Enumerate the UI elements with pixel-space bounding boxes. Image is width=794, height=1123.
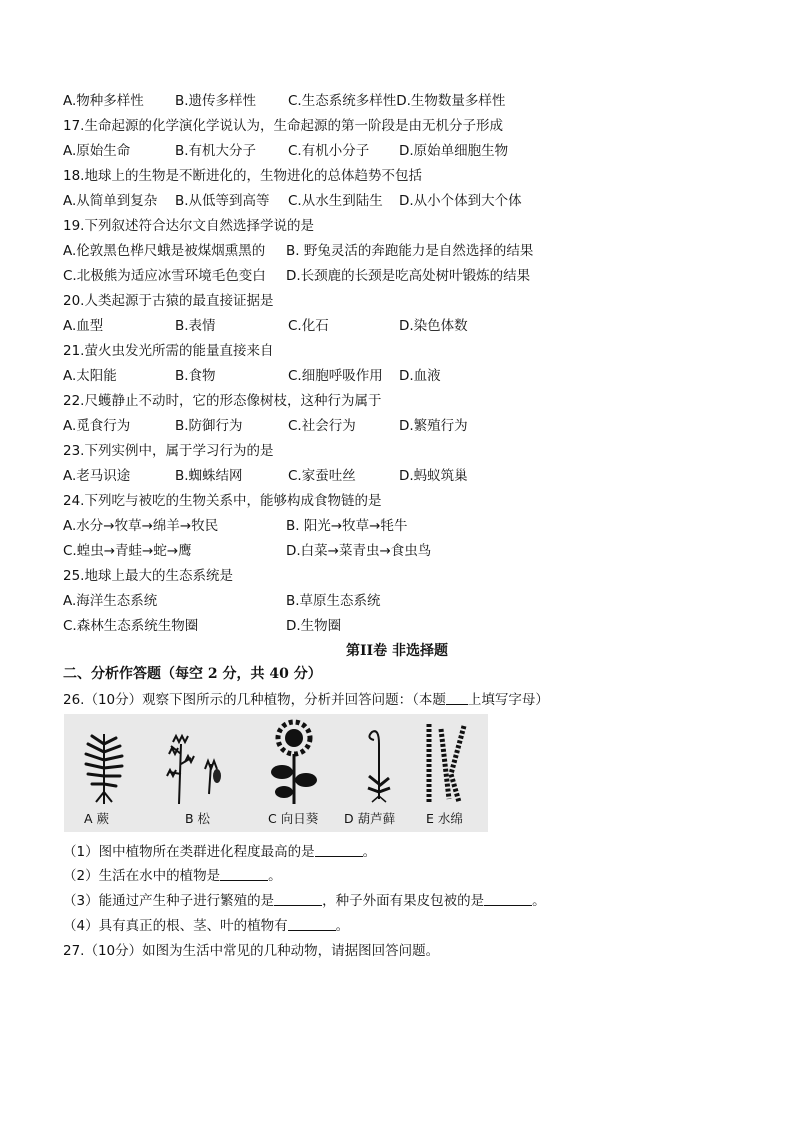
q19-stem: 19.下列叙述符合达尔文自然选择学说的是 [63, 218, 314, 234]
figure-label-a: A 蕨 [84, 811, 110, 826]
q24-option-d: D.白菜→菜青虫→食虫鸟 [286, 543, 432, 559]
spirogyra-illustration [419, 714, 479, 809]
q18-option-c: C.从水生到陆生 [288, 193, 383, 209]
q22-option-b: B.防御行为 [175, 418, 243, 434]
q19-option-c: C.北极熊为适应冰雪环境毛色变白 [63, 268, 266, 284]
q25-option-d: D.生物圈 [286, 618, 342, 634]
q26-sub2 [63, 867, 282, 885]
fern-illustration [74, 714, 134, 809]
q23-option-a: A.老马识途 [63, 468, 131, 484]
section-two-heading: 二、分析作答题（每空 2 分，共 40 分） [63, 666, 322, 682]
moss-illustration [354, 714, 404, 809]
q20-stem: 20.人类起源于古猿的最直接证据是 [63, 293, 274, 309]
figure-label-c: C 向日葵 [268, 811, 319, 826]
q24-option-a: A.水分→牧草→绵羊→牧民 [63, 518, 219, 534]
q20-option-c: C.化石 [288, 318, 329, 334]
q26-stem-before: 26.（10分）观察下图所示的几种植物，分析并回答问题：（本题 [63, 692, 446, 708]
q26-sub1 [63, 843, 376, 861]
q22-stem: 22.尺蠖静止不动时，它的形态像树枝，这种行为属于 [63, 393, 382, 409]
q21-option-d: D.血液 [399, 368, 441, 384]
period: 。 [268, 868, 282, 884]
q25-option-a: A.海洋生态系统 [63, 593, 158, 609]
figure-label-e: E 水绵 [426, 811, 463, 826]
answer-blank[interactable] [274, 892, 322, 906]
q27-stem: 27.（10分）如图为生活中常见的几种动物，请据图回答问题。 [63, 943, 440, 959]
q26-sub3a-text: （3）能通过产生种子进行繁殖的是 [63, 893, 275, 909]
q26-sub4-text: （4）具有真正的根、茎、叶的植物有 [63, 918, 288, 934]
sunflower-illustration [264, 714, 324, 809]
answer-blank[interactable] [220, 867, 268, 881]
q21-stem: 21.萤火虫发光所需的能量直接来自 [63, 343, 274, 359]
q21-option-a: A.太阳能 [63, 368, 117, 384]
q26-sub4 [63, 917, 349, 935]
plant-figure [64, 714, 488, 832]
period: 。 [335, 918, 350, 934]
answer-blank[interactable] [484, 892, 532, 906]
q26-sub1-text: （1）图中植物所在类群进化程度最高的是 [63, 844, 315, 860]
part-two-title: 第II卷 非选择题 [346, 643, 448, 659]
q23-option-b: B.蜘蛛结网 [175, 468, 243, 484]
figure-label-d: D 葫芦藓 [344, 811, 396, 826]
q18-option-a: A.从简单到复杂 [63, 193, 158, 209]
q22-option-c: C.社会行为 [288, 418, 356, 434]
answer-blank[interactable] [315, 843, 363, 857]
q21-option-c: C.细胞呼吸作用 [288, 368, 383, 384]
q25-stem: 25.地球上最大的生态系统是 [63, 568, 233, 584]
pine-illustration [159, 714, 229, 809]
q20-option-b: B.表情 [175, 318, 216, 334]
q19-option-b: B. 野兔灵活的奔跑能力是自然选择的结果 [286, 243, 534, 259]
period: 。 [362, 844, 377, 860]
q17-stem: 17.生命起源的化学演化学说认为，生命起源的第一阶段是由无机分子形成 [63, 118, 503, 134]
q26-stem [63, 691, 549, 709]
q19-option-a: A.伦敦黑色桦尺蛾是被煤烟熏黑的 [63, 243, 266, 259]
q26-stem-after: 上填写字母） [467, 692, 549, 708]
q19-option-d: D.长颈鹿的长颈是吃高处树叶锻炼的结果 [286, 268, 531, 284]
q20-option-a: A.血型 [63, 318, 104, 334]
q25-option-b: B.草原生态系统 [286, 593, 381, 609]
q17-option-b: B.有机大分子 [175, 143, 257, 159]
q20-option-d: D.染色体数 [399, 318, 468, 334]
q26-blank [446, 691, 468, 705]
q26-sub3b-text: ，种子外面有果皮包被的是 [322, 893, 485, 909]
q17-option-c: C.有机小分子 [288, 143, 370, 159]
q17-option-a: A.原始生命 [63, 143, 131, 159]
q23-option-d: D.蚂蚁筑巢 [399, 468, 468, 484]
q22-option-d: D.繁殖行为 [399, 418, 468, 434]
q26-sub3 [63, 892, 546, 910]
q25-option-c: C.森林生态系统生物圈 [63, 618, 199, 634]
q24-option-b: B. 阳光→牧草→牦牛 [286, 518, 408, 534]
q21-option-b: B.食物 [175, 368, 216, 384]
q16-option-a: A.物种多样性 [63, 93, 144, 109]
q23-option-c: C.家蚕吐丝 [288, 468, 356, 484]
q17-option-d: D.原始单细胞生物 [399, 143, 509, 159]
q24-option-c: C.蝗虫→青蛙→蛇→鹰 [63, 543, 192, 559]
q18-option-d: D.从小个体到大个体 [399, 193, 522, 209]
figure-label-b: B 松 [185, 811, 211, 826]
q18-option-b: B.从低等到高等 [175, 193, 270, 209]
answer-blank[interactable] [288, 917, 336, 931]
q24-stem: 24.下列吃与被吃的生物关系中，能够构成食物链的是 [63, 493, 382, 509]
q26-sub2-text: （2）生活在水中的植物是 [63, 868, 221, 884]
q22-option-a: A.觅食行为 [63, 418, 131, 434]
q23-stem: 23.下列实例中，属于学习行为的是 [63, 443, 274, 459]
period: 。 [532, 893, 546, 909]
q16-option-cd: C.生态系统多样性D.生物数量多样性 [288, 93, 506, 109]
q18-stem: 18.地球上的生物是不断进化的，生物进化的总体趋势不包括 [63, 168, 422, 184]
q16-option-b: B.遗传多样性 [175, 93, 257, 109]
